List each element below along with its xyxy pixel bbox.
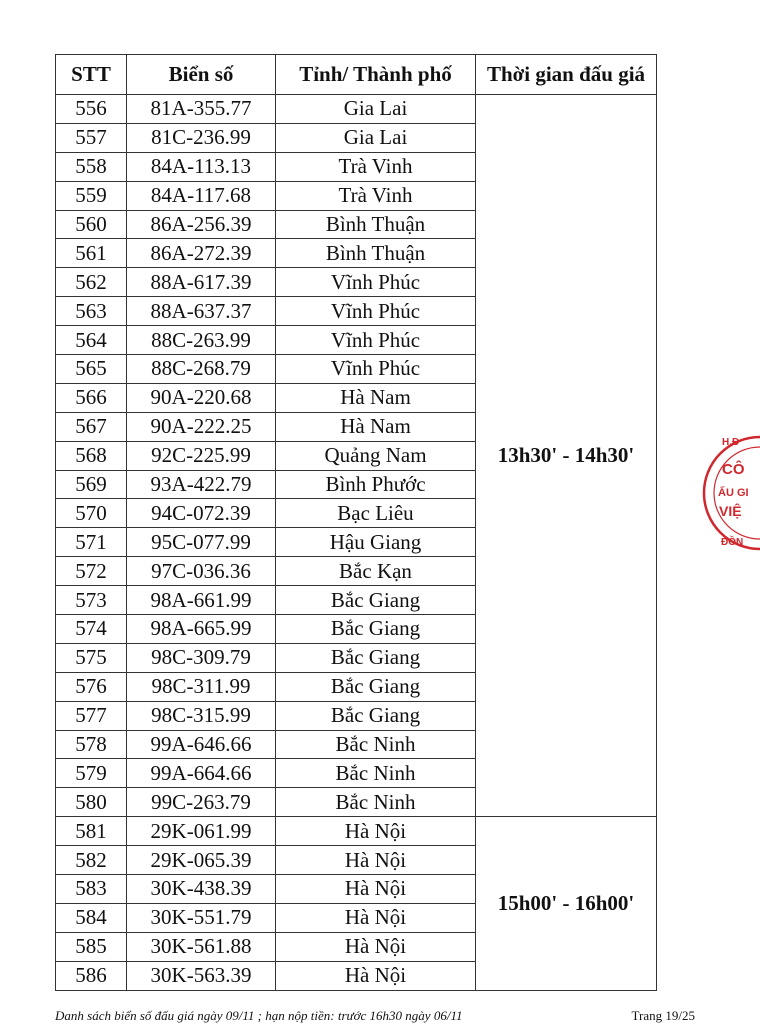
row-stt: 580	[56, 788, 127, 817]
row-plate: 93A-422.79	[127, 470, 276, 499]
row-stt: 582	[56, 846, 127, 875]
row-stt: 557	[56, 123, 127, 152]
red-seal-stamp	[700, 418, 760, 568]
row-plate: 30K-551.79	[127, 903, 276, 932]
row-province: Hà Nội	[276, 961, 476, 990]
table-row	[56, 95, 657, 124]
header-stt: STT	[56, 55, 127, 95]
row-stt: 585	[56, 932, 127, 961]
row-province: Bắc Ninh	[276, 759, 476, 788]
row-stt: 586	[56, 961, 127, 990]
table-row	[56, 817, 657, 846]
row-plate: 88C-268.79	[127, 355, 276, 384]
row-plate: 30K-563.39	[127, 961, 276, 990]
row-plate: 84A-113.13	[127, 152, 276, 181]
row-stt: 565	[56, 355, 127, 384]
row-province: Hà Nam	[276, 383, 476, 412]
row-stt: 575	[56, 643, 127, 672]
header-province: Tỉnh/ Thành phố	[276, 55, 476, 95]
row-province: Gia Lai	[276, 95, 476, 124]
header-row	[56, 55, 657, 95]
row-stt: 570	[56, 499, 127, 528]
row-stt: 574	[56, 615, 127, 644]
row-plate: 99C-263.79	[127, 788, 276, 817]
row-plate: 30K-561.88	[127, 932, 276, 961]
row-province: Bắc Giang	[276, 701, 476, 730]
stamp-text	[718, 437, 749, 548]
row-province: Hà Nam	[276, 412, 476, 441]
row-province: Vĩnh Phúc	[276, 268, 476, 297]
auction-time-slot: 13h30' - 14h30'	[476, 95, 657, 817]
row-province: Hà Nội	[276, 817, 476, 846]
row-province: Bạc Liêu	[276, 499, 476, 528]
row-province: Hà Nội	[276, 846, 476, 875]
row-province: Bắc Ninh	[276, 788, 476, 817]
row-province: Bắc Giang	[276, 672, 476, 701]
row-plate: 90A-222.25	[127, 412, 276, 441]
stamp-text-line: H.Đ	[722, 437, 740, 448]
row-province: Vĩnh Phúc	[276, 355, 476, 384]
row-province: Bình Thuận	[276, 210, 476, 239]
stamp-text-line: CÔ	[722, 461, 745, 478]
page-number: Trang 19/25	[631, 1008, 695, 1023]
row-stt: 583	[56, 875, 127, 904]
row-plate: 29K-061.99	[127, 817, 276, 846]
row-stt: 572	[56, 557, 127, 586]
plates-table	[55, 54, 657, 991]
row-province: Hậu Giang	[276, 528, 476, 557]
header-auction-time: Thời gian đấu giá	[476, 55, 657, 95]
row-stt: 568	[56, 441, 127, 470]
row-plate: 99A-664.66	[127, 759, 276, 788]
row-province: Bắc Giang	[276, 615, 476, 644]
plates-body	[56, 95, 657, 991]
auction-time-slot: 15h00' - 16h00'	[476, 817, 657, 990]
row-province: Bắc Giang	[276, 586, 476, 615]
row-stt: 562	[56, 268, 127, 297]
row-stt: 579	[56, 759, 127, 788]
row-plate: 90A-220.68	[127, 383, 276, 412]
row-stt: 573	[56, 586, 127, 615]
row-stt: 576	[56, 672, 127, 701]
row-stt: 556	[56, 95, 127, 124]
row-province: Hà Nội	[276, 903, 476, 932]
row-plate: 98A-665.99	[127, 615, 276, 644]
row-stt: 584	[56, 903, 127, 932]
row-stt: 560	[56, 210, 127, 239]
row-plate: 98A-661.99	[127, 586, 276, 615]
header-plate: Biển số	[127, 55, 276, 95]
row-stt: 563	[56, 297, 127, 326]
row-stt: 567	[56, 412, 127, 441]
stamp-text-line: ẤU GI	[718, 487, 749, 499]
footer	[55, 1008, 695, 1024]
row-plate: 98C-315.99	[127, 701, 276, 730]
row-province: Bắc Ninh	[276, 730, 476, 759]
row-plate: 29K-065.39	[127, 846, 276, 875]
row-province: Vĩnh Phúc	[276, 326, 476, 355]
row-stt: 577	[56, 701, 127, 730]
row-province: Hà Nội	[276, 875, 476, 904]
row-plate: 97C-036.36	[127, 557, 276, 586]
row-stt: 564	[56, 326, 127, 355]
row-stt: 571	[56, 528, 127, 557]
row-plate: 81A-355.77	[127, 95, 276, 124]
row-plate: 98C-309.79	[127, 643, 276, 672]
row-stt: 558	[56, 152, 127, 181]
row-plate: 81C-236.99	[127, 123, 276, 152]
row-plate: 30K-438.39	[127, 875, 276, 904]
row-plate: 94C-072.39	[127, 499, 276, 528]
row-province: Vĩnh Phúc	[276, 297, 476, 326]
row-province: Bình Phước	[276, 470, 476, 499]
row-province: Trà Vinh	[276, 181, 476, 210]
row-plate: 84A-117.68	[127, 181, 276, 210]
stamp-text-line: ĐỒN	[721, 537, 744, 548]
row-province: Bắc Giang	[276, 643, 476, 672]
row-plate: 88C-263.99	[127, 326, 276, 355]
row-province: Gia Lai	[276, 123, 476, 152]
row-plate: 88A-637.37	[127, 297, 276, 326]
row-stt: 578	[56, 730, 127, 759]
row-stt: 559	[56, 181, 127, 210]
row-plate: 95C-077.99	[127, 528, 276, 557]
row-stt: 561	[56, 239, 127, 268]
row-plate: 98C-311.99	[127, 672, 276, 701]
row-stt: 581	[56, 817, 127, 846]
footer-note: Danh sách biển số đấu giá ngày 09/11 ; hạn nộp tiền: trước 16h30 ngày 06/11	[55, 1008, 463, 1023]
row-plate: 88A-617.39	[127, 268, 276, 297]
row-plate: 86A-272.39	[127, 239, 276, 268]
row-plate: 92C-225.99	[127, 441, 276, 470]
row-province: Bình Thuận	[276, 239, 476, 268]
row-province: Trà Vinh	[276, 152, 476, 181]
row-stt: 566	[56, 383, 127, 412]
row-plate: 86A-256.39	[127, 210, 276, 239]
row-province: Hà Nội	[276, 932, 476, 961]
row-province: Bắc Kạn	[276, 557, 476, 586]
stamp-text-line: VIỆ	[719, 503, 742, 519]
row-stt: 569	[56, 470, 127, 499]
row-province: Quảng Nam	[276, 441, 476, 470]
row-plate: 99A-646.66	[127, 730, 276, 759]
